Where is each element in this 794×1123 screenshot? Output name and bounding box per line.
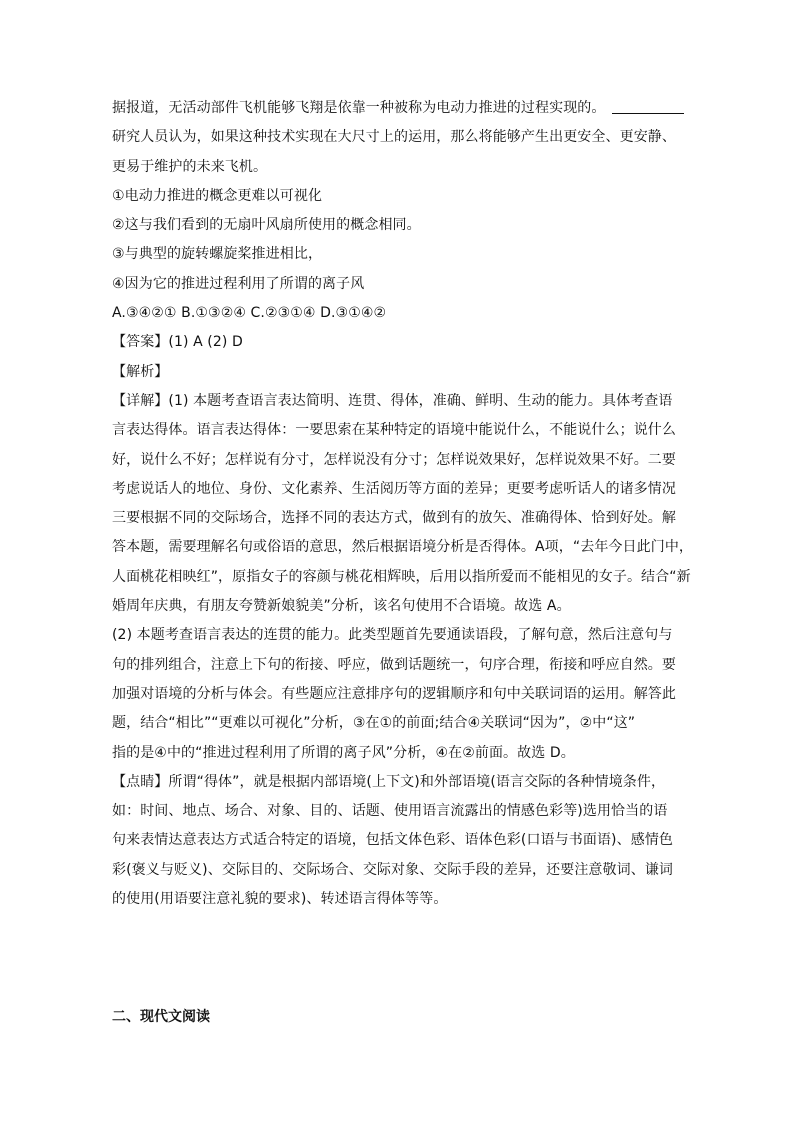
detail-line: 句的排列组合，注意上下句的衔接、呼应，做到话题统一，句序合理，衔接和呼应自然。要: [112, 656, 676, 673]
choice-options: A.③④②① B.①③②④ C.②③①④ D.③①④②: [112, 305, 387, 322]
detail-line: 人面桃花相映红”，原指女子的容颜与桃花相辉映，后用以指所爱而不能相见的女子。结合“新: [112, 568, 691, 585]
detail-line: 彩(褒义与贬义)、交际目的、交际场合、交际对象、交际手段的差异，还要注意敬词、谦词: [112, 861, 674, 878]
detail-line: 言表达得体。语言表达得体：一要思索在某种特定的语境中能说什么，不能说什么；说什么: [112, 422, 676, 439]
detail-line: 句来表情达意表达方式适合特定的语境，包括文体色彩、语体色彩(口语与书面语)、感情色: [112, 832, 674, 849]
option-sentence-4: ④因为它的推进过程利用了所谓的离子风: [112, 275, 365, 292]
detail-line: 答本题，需要理解名句或俗语的意思，然后根据语境分析是否得体。A项，“去年今日此门中，: [112, 539, 694, 556]
detail-line: 题，结合“相比”“更难以可视化”分析，③在①的前面;结合④关联词“因为”，②中“这”: [112, 715, 636, 732]
detail-line: 加强对语境的分析与体会。有些题应注意排序句的逻辑顺序和句中关联词语的运用。解答此: [112, 685, 676, 702]
detail-line: 婚周年庆典，有朋友夸赞新娘貌美”分析，该名句使用不合语境。故选 A。: [112, 598, 571, 615]
answer-blank: [612, 99, 684, 114]
detail-line: 如：时间、地点、场合、对象、目的、话题、使用语言流露出的情感色彩等)选用恰当的语: [112, 803, 668, 820]
question-line: 更易于维护的未来飞机。: [112, 158, 268, 175]
option-sentence-1: ①电动力推进的概念更难以可视化: [112, 187, 323, 204]
question-text: 据报道，无活动部件飞机能够飞翔是依靠一种被称为电动力推进的过程实现的。: [112, 100, 606, 116]
detail-line: 指的是④中的“推进过程利用了所谓的离子风”分析，④在②前面。故选 D。: [112, 744, 575, 761]
detail-line: 的使用(用语要注意礼貌的要求)、转述语言得体等等。: [112, 891, 448, 908]
analysis-heading: 【解析】: [112, 363, 169, 380]
detail-line: 【点睛】所谓“得体”，就是根据内部语境(上下文)和外部语境(语言交际的各种情境条件，: [112, 773, 666, 790]
question-line: [112, 94, 692, 123]
document-body: [112, 94, 692, 914]
detail-line: 好，说什么不好；怎样说有分寸，怎样说没有分寸；怎样说效果好，怎样说效果不好。二要: [112, 451, 676, 468]
answer-line: 【答案】(1) A (2) D: [112, 334, 243, 351]
detail-line: 考虑说话人的地位、身份、文化素养、生活阅历等方面的差异；更要考虑听话人的诸多情况: [112, 480, 676, 497]
question-line: 研究人员认为，如果这种技术实现在大尺寸上的运用，那么将能够产生出更安全、更安静、: [112, 129, 676, 146]
section-title: 二、现代文阅读: [112, 1009, 210, 1025]
detail-line: 【详解】(1) 本题考查语言表达简明、连贯、得体，准确、鲜明、生动的能力。具体考查语: [112, 392, 673, 409]
detail-line: (2) 本题考查语言表达的连贯的能力。此类型题首先要通读语段，了解句意，然后注意句与: [112, 627, 673, 644]
option-sentence-3: ③与典型的旋转螺旋桨推进相比，: [112, 246, 323, 263]
option-sentence-2: ②这与我们看到的无扇叶风扇所使用的概念相同。: [112, 217, 421, 234]
detail-line: 三要根据不同的交际场合，选择不同的表达方式，做到有的放矢、准确得体、恰到好处。解: [112, 510, 676, 527]
